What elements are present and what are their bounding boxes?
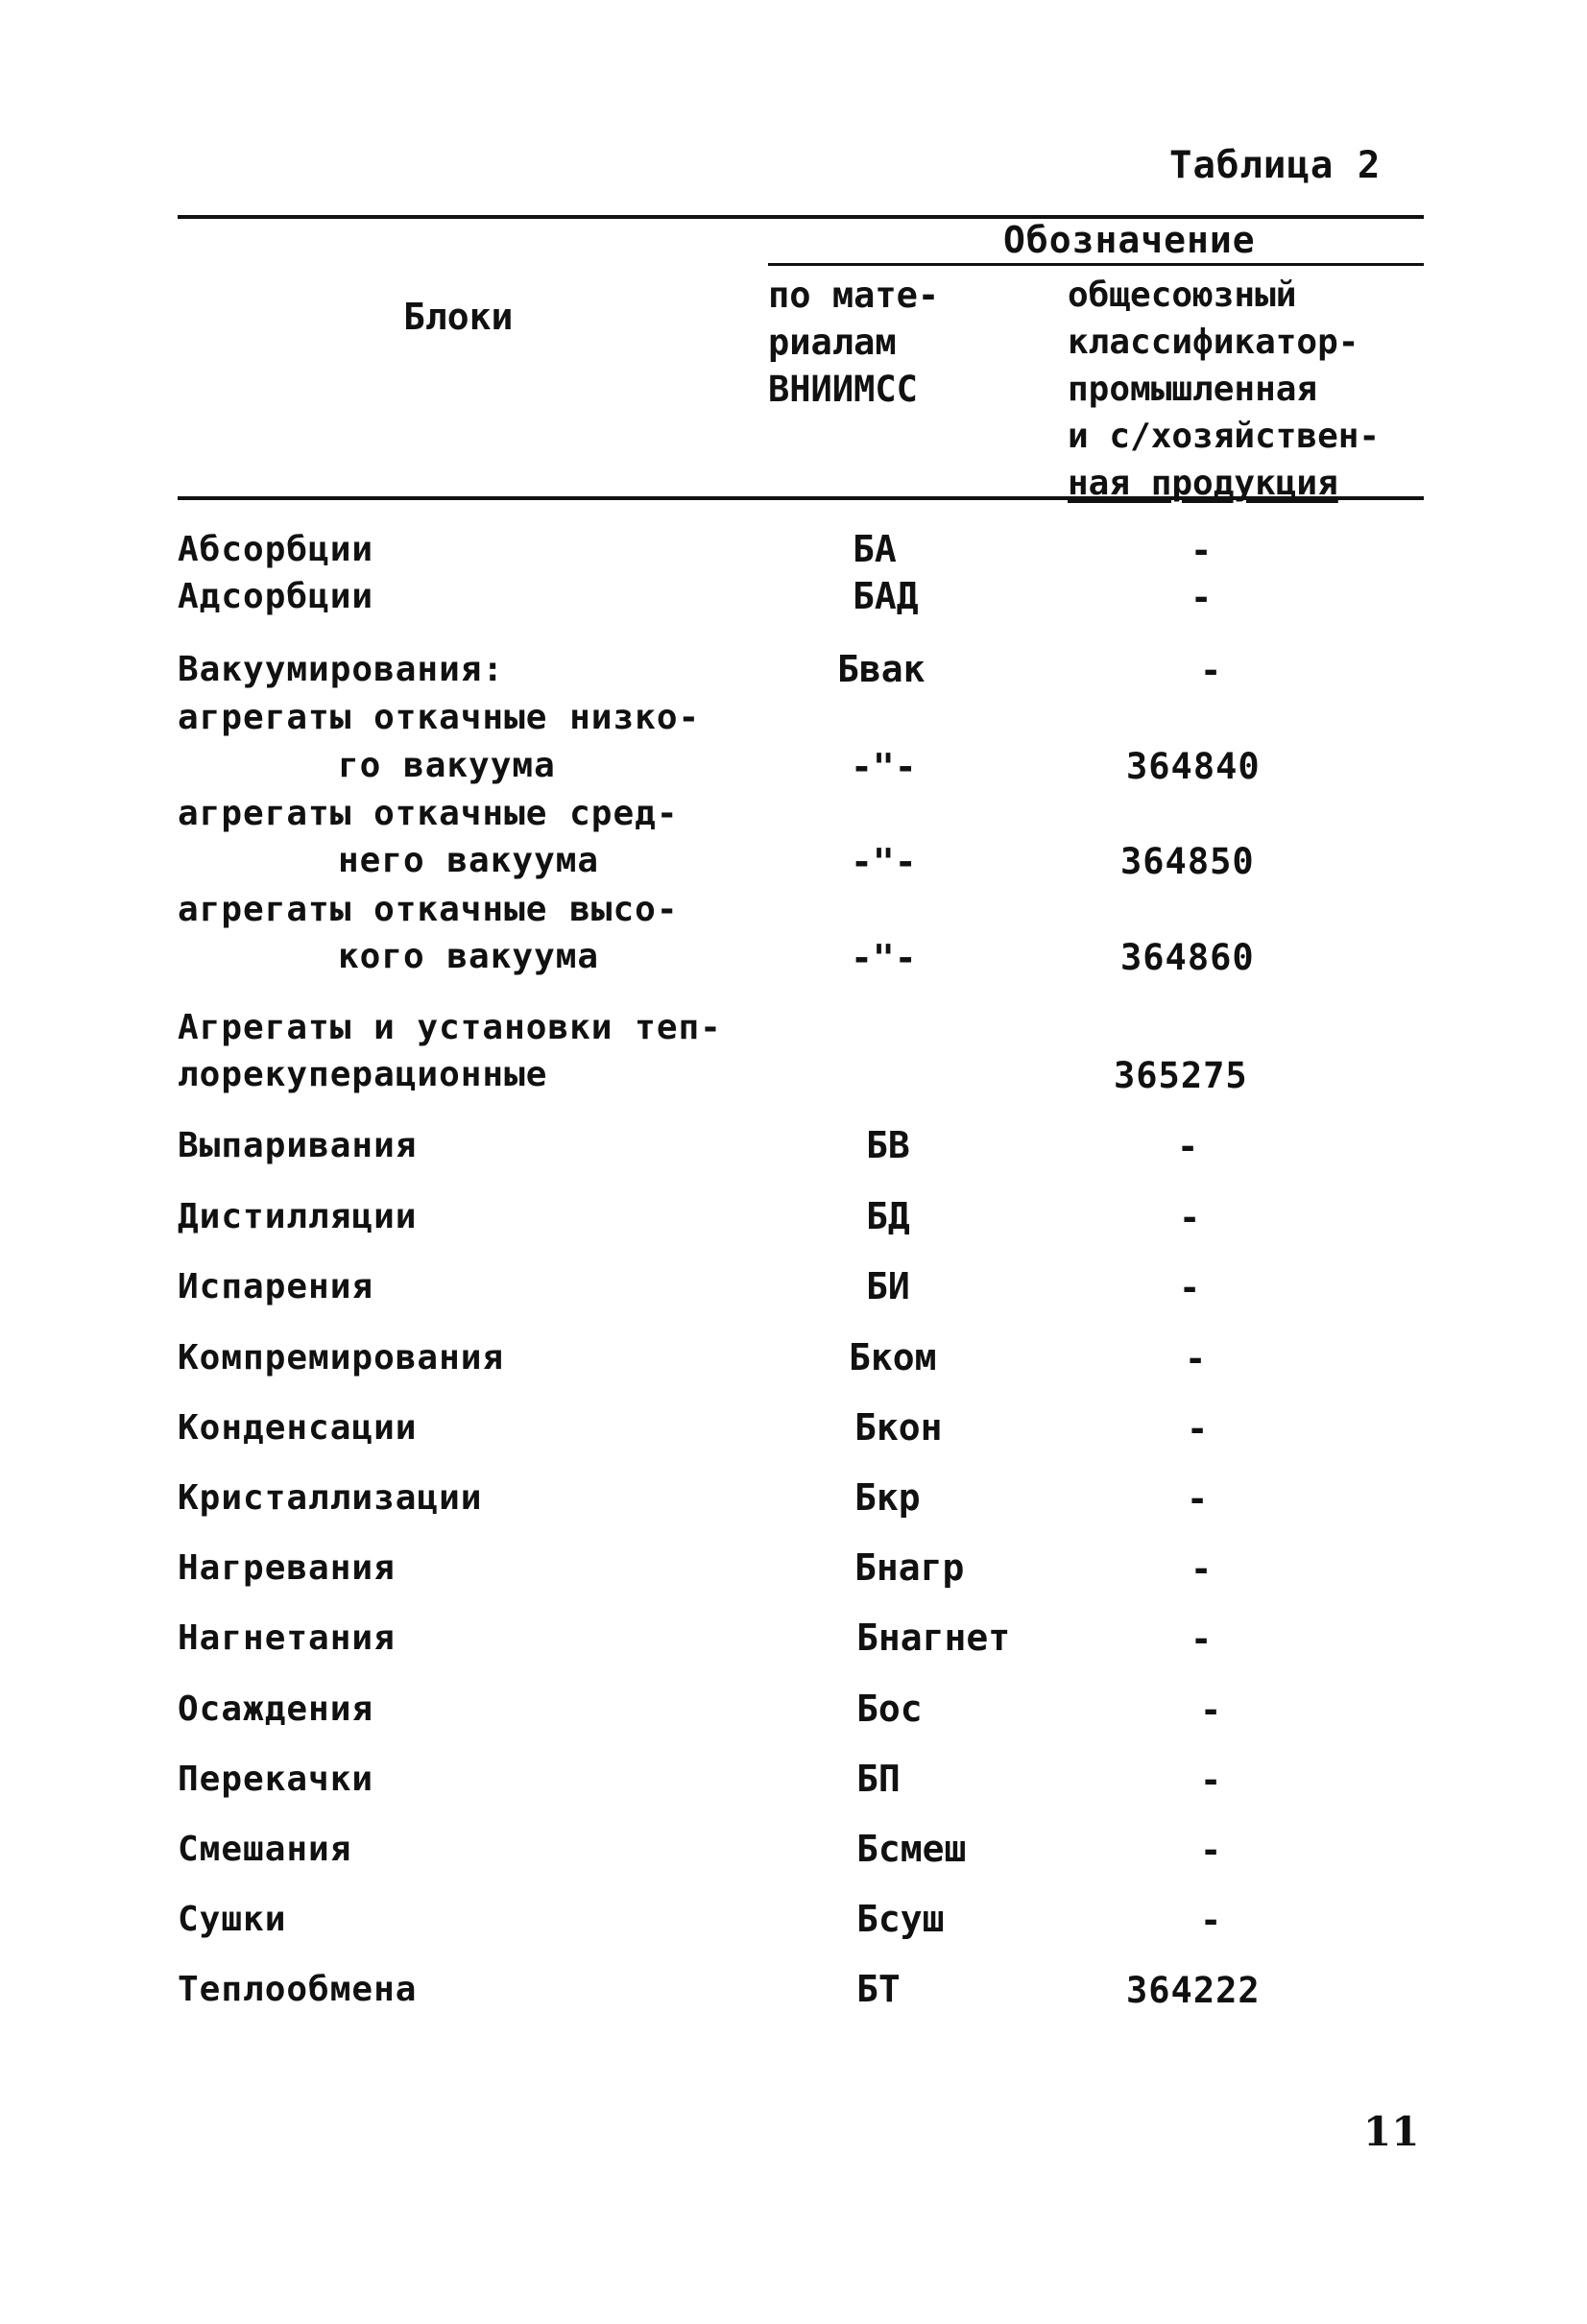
table-cell-okp: - bbox=[1179, 1197, 1202, 1238]
table-cell-block-continuation: него вакуума bbox=[338, 841, 600, 880]
table-cell-block: Смешания bbox=[178, 1830, 352, 1869]
table-cell-okp: - bbox=[1200, 1830, 1223, 1871]
table-cell-block: Вакуумирования: bbox=[178, 650, 505, 689]
table-cell-block: Теплообмена bbox=[178, 1970, 418, 2009]
table-cell-code: БАД bbox=[853, 575, 919, 617]
table-cell-okp: - bbox=[1190, 577, 1214, 618]
table-cell-code: -"- bbox=[851, 937, 917, 979]
header-okp-line: и с/хозяйствен- bbox=[1068, 417, 1381, 456]
table-cell-block: Дистилляции bbox=[178, 1197, 418, 1236]
table-cell-okp: - bbox=[1200, 650, 1223, 691]
table-cell-code: БВ bbox=[866, 1124, 910, 1166]
table-cell-block: агрегаты откачные высо- bbox=[178, 890, 679, 929]
table-cell-okp: 364860 bbox=[1120, 937, 1255, 978]
table-cell-block-continuation: лорекуперационные bbox=[178, 1055, 548, 1094]
table-cell-block: Компремирования bbox=[178, 1338, 505, 1378]
table-cell-code: Бсуш bbox=[856, 1898, 945, 1940]
table-cell-okp: - bbox=[1190, 1618, 1214, 1660]
table-cell-block: Абсорбции bbox=[178, 530, 374, 569]
table-caption: Таблица 2 bbox=[1169, 144, 1382, 187]
table-cell-okp: 365275 bbox=[1114, 1055, 1248, 1096]
table-cell-code: Бнагнет bbox=[856, 1617, 1011, 1659]
table-cell-okp: 364222 bbox=[1126, 1970, 1261, 2011]
table-cell-okp: 364840 bbox=[1126, 746, 1261, 787]
page-number: 11 bbox=[1363, 2108, 1420, 2155]
table-cell-block: Нагнетания bbox=[178, 1618, 396, 1658]
table-cell-okp: - bbox=[1177, 1126, 1200, 1167]
table-cell-block: агрегаты откачные низко- bbox=[178, 698, 701, 737]
table-cell-block: Адсорбции bbox=[178, 577, 374, 616]
table-cell-okp: - bbox=[1190, 1548, 1214, 1590]
table-cell-code: -"- bbox=[851, 841, 917, 883]
table-cell-block: Осаждения bbox=[178, 1689, 374, 1729]
table-cell-block: Конденсации bbox=[178, 1408, 418, 1448]
table-cell-okp: - bbox=[1190, 530, 1214, 571]
table-cell-block: Выпаривания bbox=[178, 1126, 418, 1165]
table-cell-block: Сушки bbox=[178, 1900, 287, 1939]
column-header-blocks: Блоки bbox=[403, 296, 514, 338]
table-cell-code: БП bbox=[856, 1758, 901, 1800]
table-cell-block: Кристаллизации bbox=[178, 1478, 483, 1518]
table-cell-block: Нагревания bbox=[178, 1548, 396, 1588]
table-cell-code: Бкр bbox=[854, 1476, 921, 1519]
column-header-vniimss bbox=[768, 272, 939, 413]
table-cell-code: БА bbox=[853, 528, 897, 570]
table-cell-okp: - bbox=[1200, 1760, 1223, 1801]
header-vniimss-line: риалам bbox=[768, 322, 897, 363]
table-cell-block: Агрегаты и установки теп- bbox=[178, 1008, 722, 1047]
column-header-okp bbox=[1068, 272, 1380, 507]
column-header-designation: Обозначение bbox=[1003, 219, 1256, 261]
table-cell-okp: 364850 bbox=[1120, 841, 1255, 882]
table-cell-okp: - bbox=[1200, 1689, 1223, 1731]
table-cell-code: Бком bbox=[849, 1336, 937, 1378]
header-okp-line: общесоюзный bbox=[1068, 276, 1297, 315]
table-cell-okp: - bbox=[1187, 1408, 1210, 1450]
header-okp-line: промышленная bbox=[1068, 370, 1318, 409]
table-cell-block-continuation: кого вакуума bbox=[338, 937, 600, 976]
header-okp-line: классификатор- bbox=[1068, 323, 1359, 362]
header-vniimss-line: ВНИИМСС bbox=[768, 369, 918, 410]
table-cell-code: Бос bbox=[856, 1688, 923, 1730]
table-cell-code: Бсмеш bbox=[856, 1828, 967, 1870]
table-cell-block: агрегаты откачные сред- bbox=[178, 794, 679, 833]
header-vniimss-line: по мате- bbox=[768, 275, 940, 316]
table-cell-okp: - bbox=[1185, 1338, 1208, 1379]
table-cell-code: Бвак bbox=[837, 648, 926, 690]
table-cell-okp: - bbox=[1179, 1267, 1202, 1308]
table-cell-code: Бкон bbox=[854, 1406, 943, 1449]
table-cell-block-continuation: го вакуума bbox=[338, 746, 556, 785]
table-cell-code: БТ bbox=[856, 1968, 901, 2010]
table-cell-okp: - bbox=[1200, 1900, 1223, 1941]
table-cell-block: Испарения bbox=[178, 1267, 374, 1306]
header-okp-line: ная продукция bbox=[1068, 464, 1338, 503]
table-cell-code: -"- bbox=[851, 746, 917, 788]
table-cell-code: БД bbox=[866, 1195, 910, 1237]
table-cell-code: БИ bbox=[866, 1265, 910, 1307]
table-cell-code: Бнагр bbox=[854, 1546, 965, 1589]
table-cell-block: Перекачки bbox=[178, 1760, 374, 1799]
designation-underline bbox=[768, 263, 1424, 266]
table-cell-okp: - bbox=[1187, 1478, 1210, 1520]
